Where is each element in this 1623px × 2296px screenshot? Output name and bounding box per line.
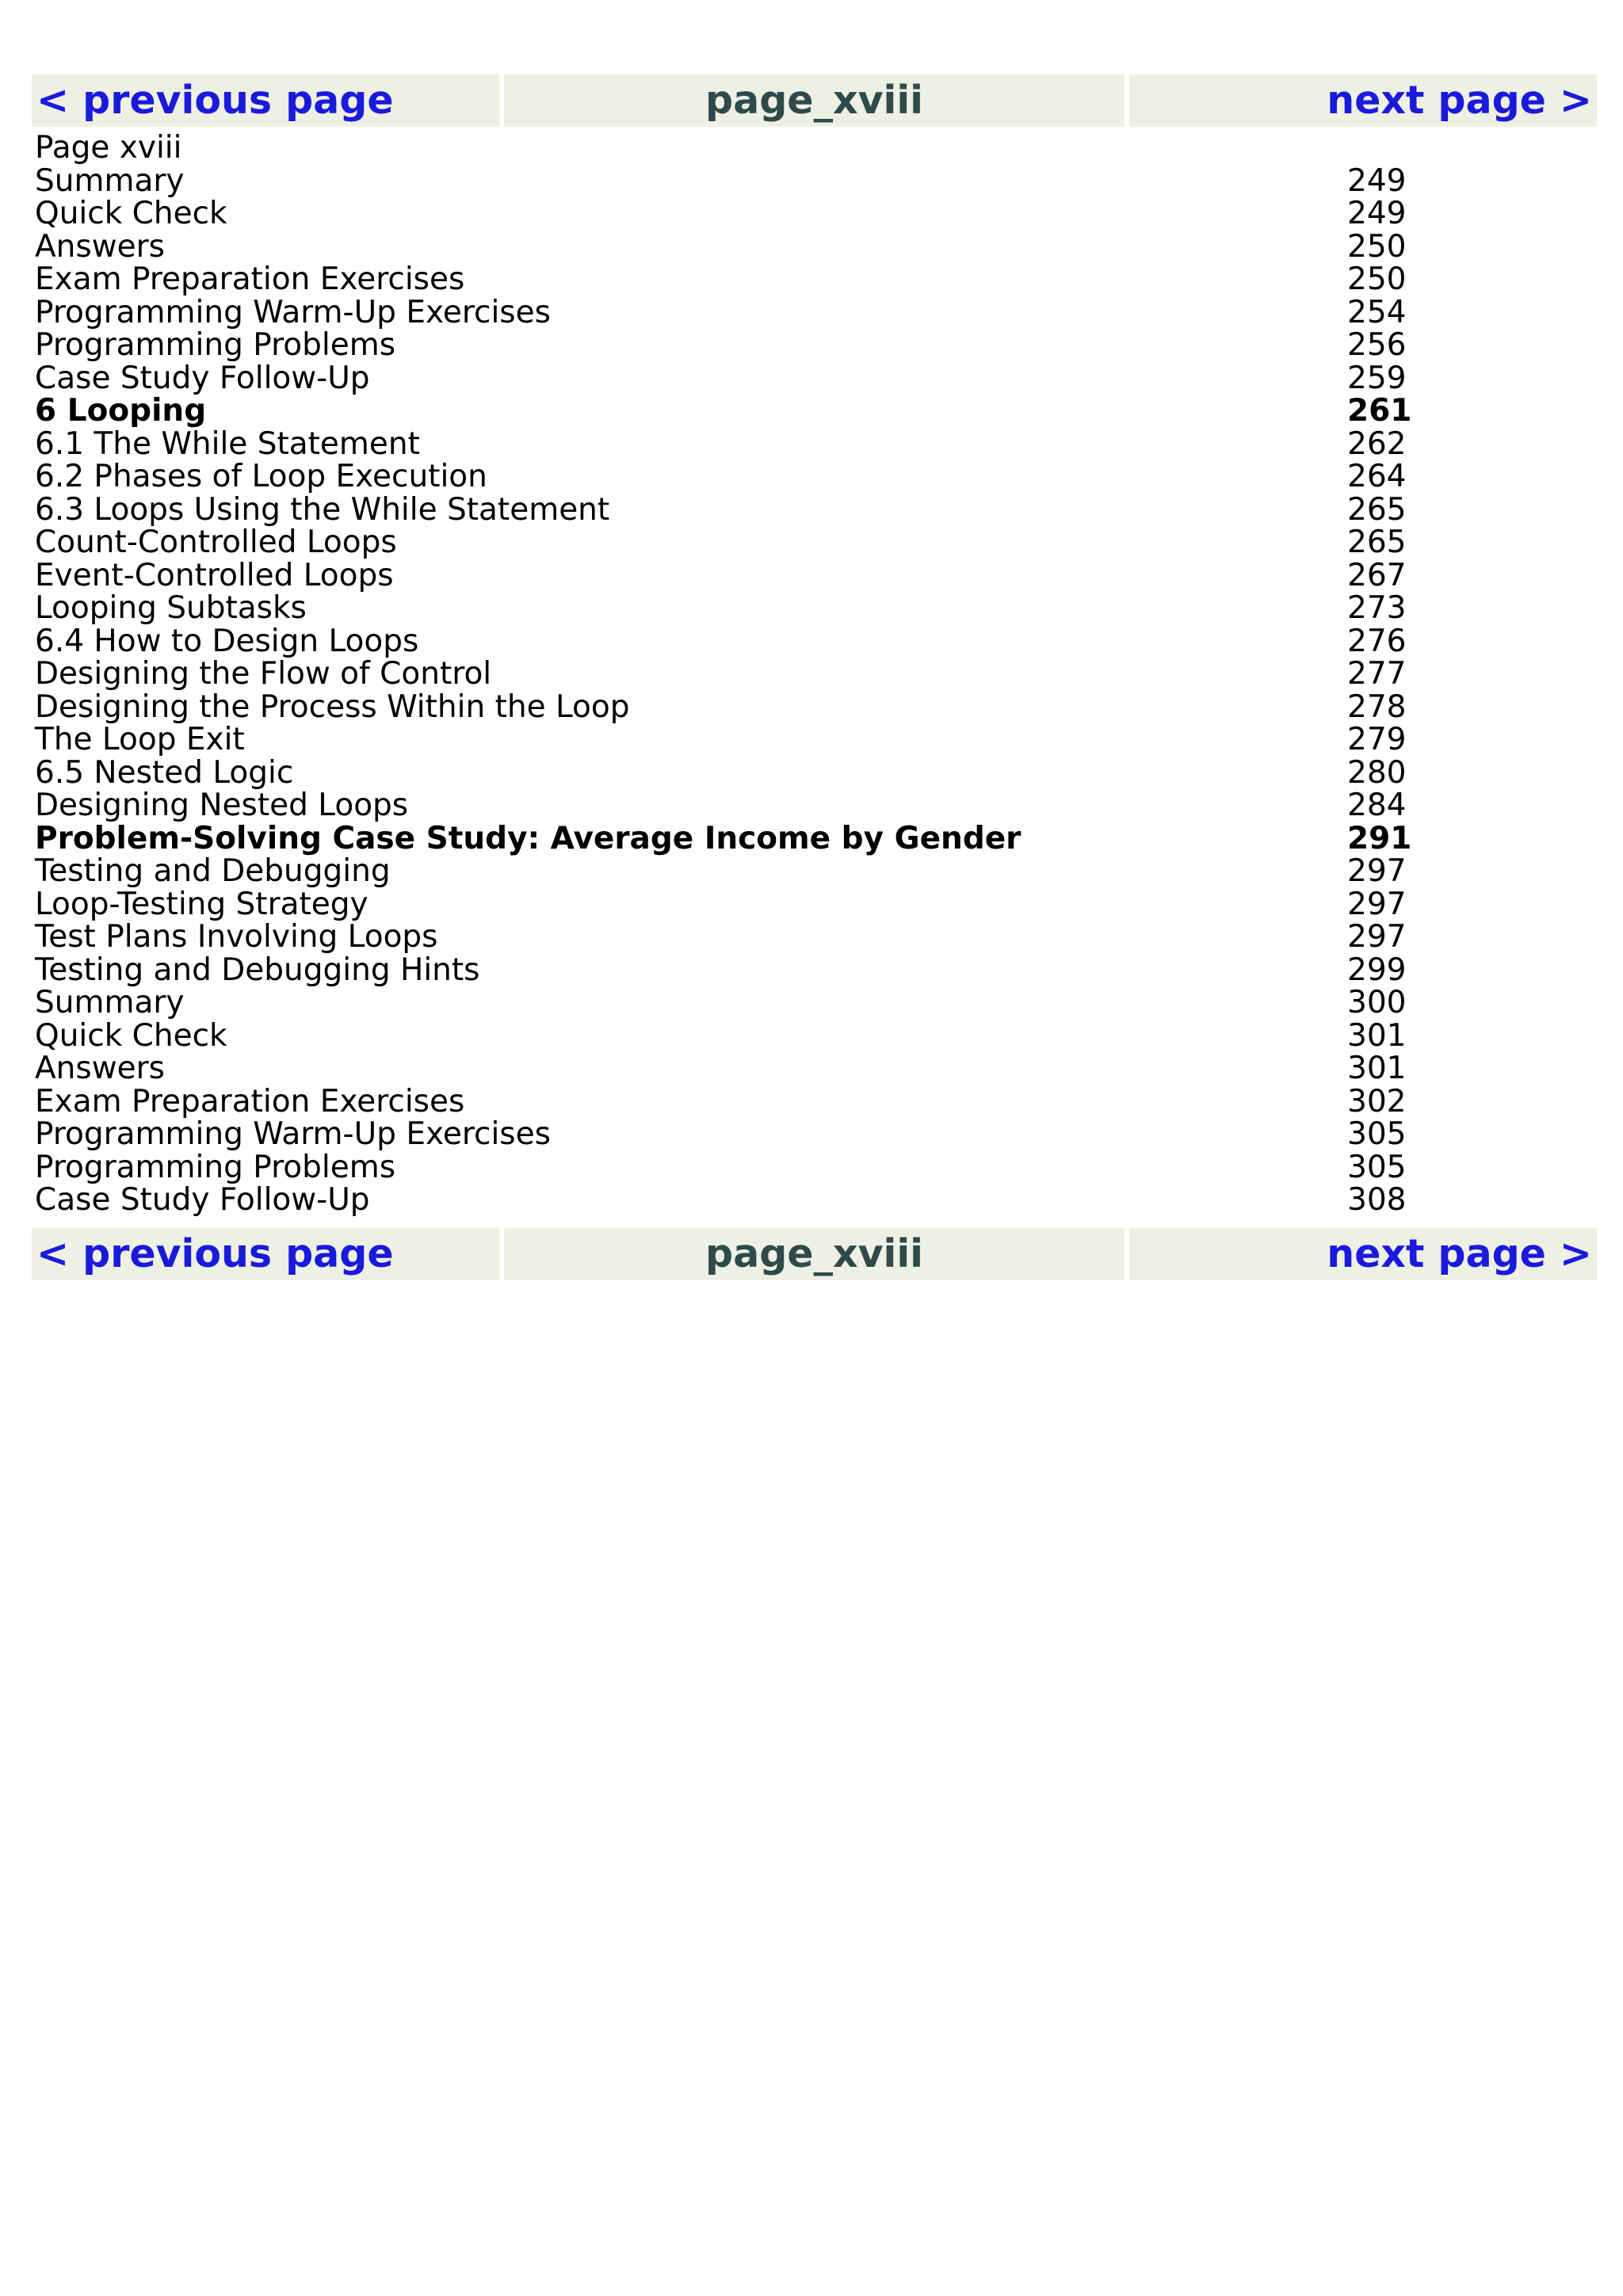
toc-entry-title: Count-Controlled Loops	[35, 524, 397, 560]
toc-entry-title: 6.4 How to Design Loops	[35, 623, 419, 659]
toc-entry	[32, 228, 1597, 265]
toc-entry-page-number: 301	[1347, 1051, 1407, 1086]
toc-entry	[32, 395, 1597, 428]
toc-entry-page-number: 302	[1347, 1083, 1407, 1119]
toc-entry-title: Loop-Testing Strategy	[35, 886, 369, 922]
bottom-next-page-link[interactable]: next page >	[1327, 1230, 1592, 1276]
toc-entry-title: 6.3 Loops Using the While Statement	[35, 491, 610, 528]
toc-entry	[32, 658, 1597, 691]
page-label: Page xviii	[35, 130, 182, 166]
bottom-previous-page-link[interactable]: < previous page	[36, 1230, 394, 1276]
toc-entry-page-number: 249	[1347, 196, 1407, 231]
toc-entry	[32, 491, 1597, 528]
bottom-page-id: page_xviii	[504, 1228, 1125, 1280]
toc-entry	[32, 329, 1597, 362]
toc-entry	[32, 625, 1597, 658]
toc-entry-page-number: 261	[1347, 393, 1412, 429]
toc-entry-title: Programming Problems	[35, 327, 396, 363]
toc-entry-page-number: 297	[1347, 853, 1407, 889]
toc-entry-page-number: 280	[1347, 754, 1407, 791]
toc-entry-title: Programming Problems	[35, 1149, 396, 1185]
toc-entry-title: Test Plans Involving Loops	[35, 919, 438, 955]
toc-entry-title: 6.1 The While Statement	[35, 425, 420, 462]
toc-entry-title: Designing the Flow of Control	[35, 656, 492, 692]
top-page-id: page_xviii	[504, 74, 1125, 127]
toc-entry-title: 6.5 Nested Logic	[35, 754, 294, 791]
toc-entry	[32, 921, 1597, 954]
toc-entry-page-number: 297	[1347, 886, 1407, 922]
toc-entry	[32, 1052, 1597, 1085]
toc-entry-title: Designing Nested Loops	[35, 788, 409, 823]
toc-entry	[32, 688, 1597, 725]
page-content	[32, 74, 1597, 1280]
toc-entry-title: Programming Warm-Up Exercises	[35, 1116, 551, 1152]
toc-entry	[32, 162, 1597, 199]
toc-entry-page-number: 265	[1347, 524, 1407, 560]
toc-entry-title: Programming Warm-Up Exercises	[35, 294, 551, 330]
top-previous-page-link[interactable]: < previous page	[36, 78, 394, 123]
toc-entry	[32, 723, 1597, 757]
toc-entry-title: Designing the Process Within the Loop	[35, 688, 630, 725]
toc-entry-title: Answers	[35, 1051, 165, 1086]
toc-entry-page-number: 250	[1347, 261, 1407, 297]
toc-entry-title: Summary	[35, 985, 185, 1020]
toc-entry-title: 6 Looping	[35, 393, 207, 429]
toc-entry-page-number: 276	[1347, 623, 1407, 659]
toc-entry	[32, 1017, 1597, 1054]
toc-entry-page-number: 273	[1347, 590, 1407, 626]
toc-entry-page-number: 265	[1347, 491, 1407, 528]
toc-entry-title: The Loop Exit	[35, 722, 245, 757]
toc-entry	[32, 296, 1597, 330]
toc-entry-title: Quick Check	[35, 1017, 227, 1054]
top-navigation-bar	[32, 74, 1597, 127]
table-of-contents	[32, 162, 1597, 1218]
toc-entry-page-number: 250	[1347, 228, 1407, 265]
toc-entry-title: Case Study Follow-Up	[35, 360, 370, 396]
toc-entry-title: Exam Preparation Exercises	[35, 1083, 465, 1119]
bottom-next-cell	[1129, 1228, 1597, 1280]
toc-entry	[32, 888, 1597, 921]
toc-entry-title: Case Study Follow-Up	[35, 1182, 370, 1218]
toc-entry-title: Testing and Debugging	[35, 853, 391, 889]
toc-entry-title: Summary	[35, 162, 185, 199]
toc-entry	[32, 855, 1597, 888]
toc-entry-page-number: 301	[1347, 1017, 1407, 1054]
toc-entry	[32, 1085, 1597, 1119]
toc-entry-page-number: 291	[1347, 820, 1412, 856]
toc-entry	[32, 1118, 1597, 1151]
toc-entry-page-number: 297	[1347, 919, 1407, 955]
toc-entry	[32, 460, 1597, 494]
toc-entry-page-number: 267	[1347, 557, 1407, 593]
toc-entry-title: Quick Check	[35, 196, 227, 231]
toc-entry	[32, 526, 1597, 559]
toc-entry	[32, 263, 1597, 296]
toc-entry-title: 6.2 Phases of Loop Execution	[35, 459, 487, 494]
toc-entry-page-number: 299	[1347, 952, 1407, 988]
bottom-navigation-bar	[32, 1228, 1597, 1280]
top-prev-cell	[32, 74, 499, 127]
toc-entry-page-number: 300	[1347, 985, 1407, 1020]
toc-entry	[32, 197, 1597, 231]
toc-entry	[32, 425, 1597, 462]
toc-entry-title: Event-Controlled Loops	[35, 557, 394, 593]
toc-entry	[32, 1184, 1597, 1217]
toc-entry-page-number: 262	[1347, 425, 1407, 462]
toc-entry-title: Exam Preparation Exercises	[35, 261, 465, 297]
toc-entry-title: Testing and Debugging Hints	[35, 952, 480, 988]
toc-entry-page-number: 249	[1347, 162, 1407, 199]
toc-entry	[32, 592, 1597, 625]
toc-entry-page-number: 278	[1347, 688, 1407, 725]
toc-entry-page-number: 256	[1347, 327, 1407, 363]
toc-entry	[32, 789, 1597, 822]
toc-entry-title: Answers	[35, 228, 165, 265]
top-next-page-link[interactable]: next page >	[1327, 78, 1592, 123]
top-next-cell	[1129, 74, 1597, 127]
toc-entry	[32, 822, 1597, 856]
toc-entry-page-number: 277	[1347, 656, 1407, 692]
toc-entry-page-number: 279	[1347, 722, 1407, 757]
toc-entry-page-number: 264	[1347, 459, 1407, 494]
toc-entry-page-number: 254	[1347, 294, 1407, 330]
toc-entry	[32, 559, 1597, 593]
toc-entry	[32, 1151, 1597, 1184]
toc-entry	[32, 754, 1597, 791]
toc-entry	[32, 986, 1597, 1020]
toc-entry-page-number: 305	[1347, 1116, 1407, 1152]
toc-entry-page-number: 284	[1347, 788, 1407, 823]
toc-entry-title: Looping Subtasks	[35, 590, 307, 626]
toc-entry-title: Problem-Solving Case Study: Average Income by Gender	[35, 820, 1022, 856]
toc-entry	[32, 362, 1597, 395]
bottom-prev-cell	[32, 1228, 499, 1280]
toc-entry	[32, 954, 1597, 987]
toc-entry-page-number: 305	[1347, 1149, 1407, 1185]
toc-entry-page-number: 259	[1347, 360, 1407, 396]
toc-entry-page-number: 308	[1347, 1182, 1407, 1218]
